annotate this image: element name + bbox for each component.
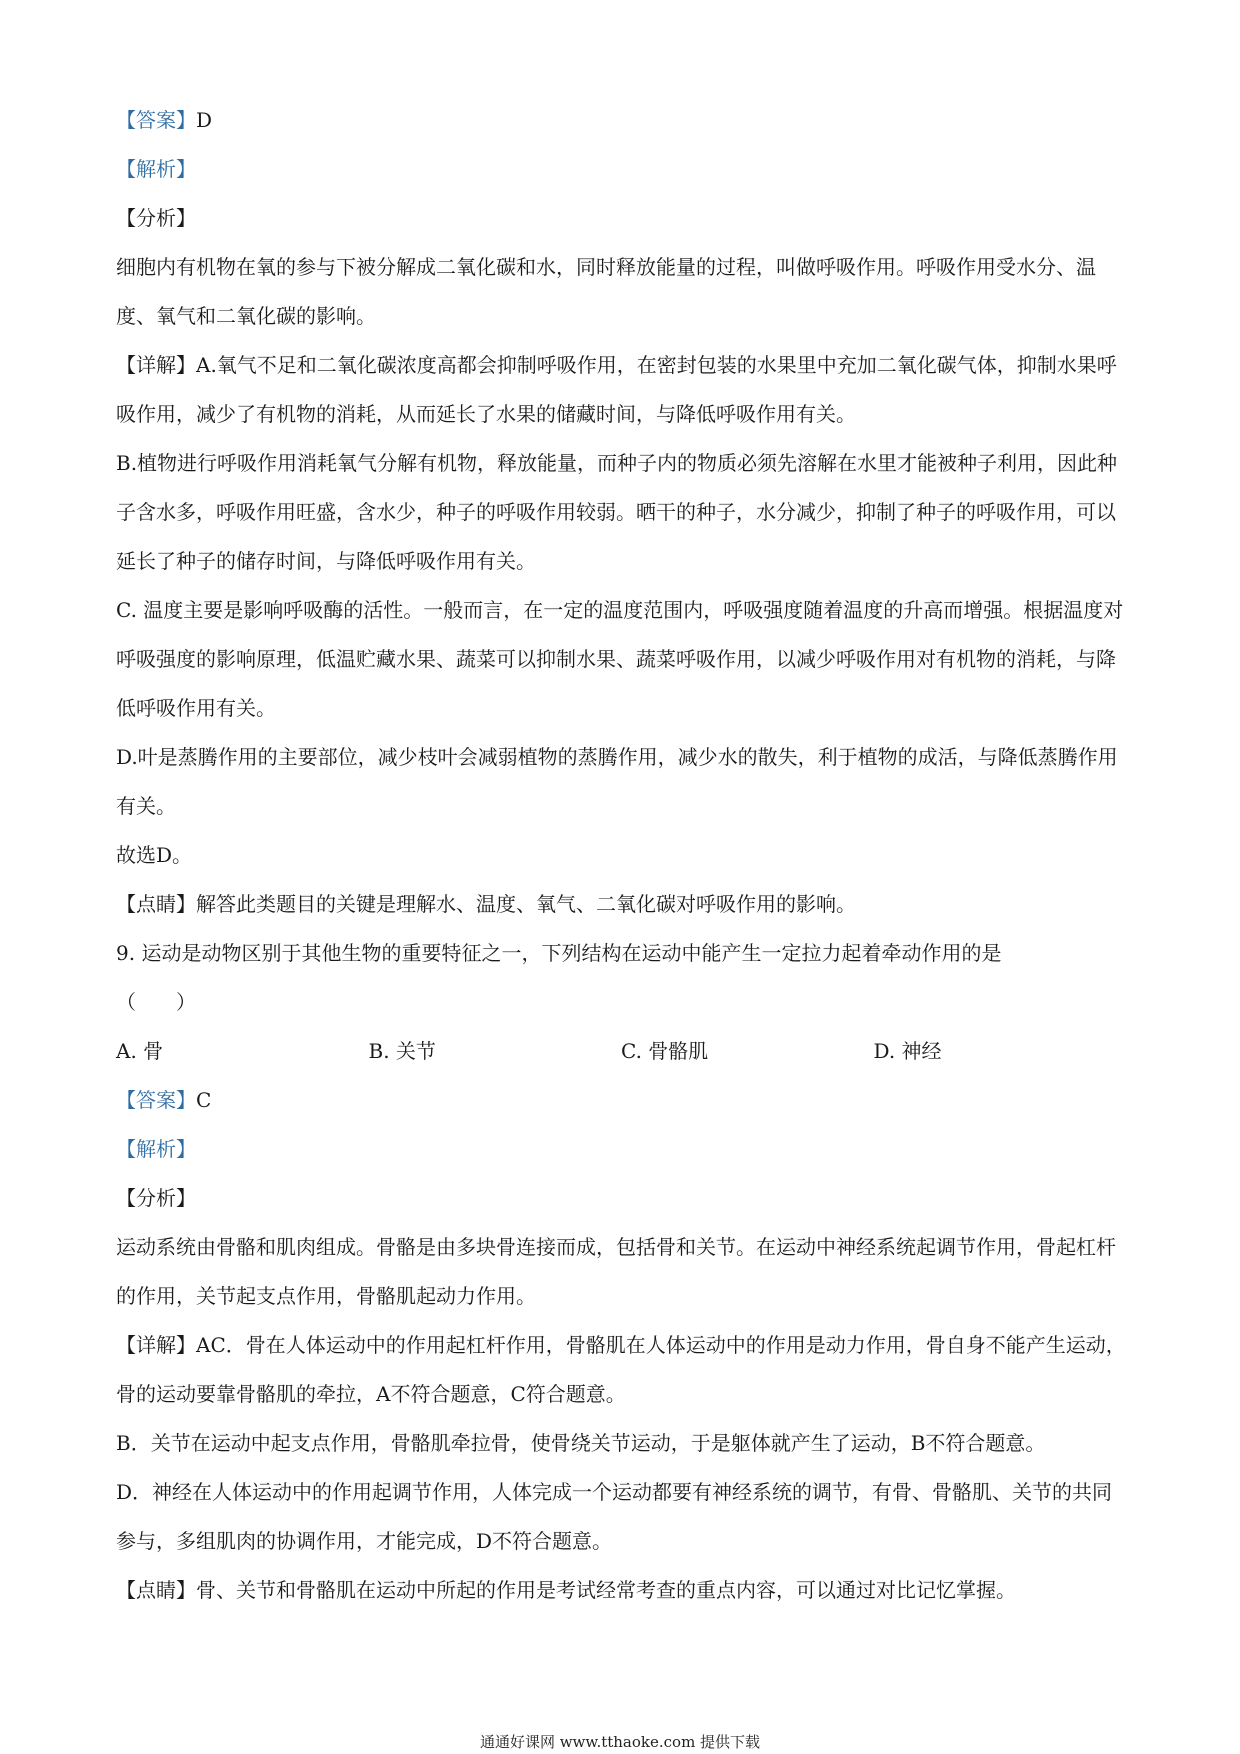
detail-ac-para xyxy=(116,1321,1126,1419)
fenxi-text-2: 运动系统由骨骼和肌肉组成。骨骼是由多块骨连接而成，包括骨和关节。在运动中神经系统起调节作用，骨起杠杆的作用，关节起支点作用，骨骼肌起动力作用。 xyxy=(116,1235,1116,1308)
answer-line-2 xyxy=(116,1076,1126,1125)
content-area xyxy=(116,96,1126,1615)
dianjing-label: 【点睛】 xyxy=(116,1578,196,1602)
conclusion-line: 故选D。 xyxy=(116,843,193,867)
option-d: D. 神经 xyxy=(873,1039,942,1063)
fenxi-heading-2: 【分析】 xyxy=(116,1186,196,1210)
footer-watermark: 通通好课网 www.tthaoke.com 提供下载 xyxy=(479,1733,761,1751)
dianjing-label: 【点睛】 xyxy=(116,892,196,916)
detail-a-para xyxy=(116,341,1126,439)
dianjing-para-2 xyxy=(116,1566,1126,1615)
xiangjie-label: 【详解】 xyxy=(116,1333,196,1357)
fenxi-text-1: 细胞内有机物在氧的参与下被分解成二氧化碳和水，同时释放能量的过程，叫做呼吸作用。呼吸作用受水分、温度、氧气和二氧化碳的影响。 xyxy=(116,255,1096,328)
answer-line-1 xyxy=(116,96,1126,145)
question-9-bracket: （ ） xyxy=(116,990,196,1014)
detail-ac-text: AC．骨在人体运动中的作用起杠杆作用，骨骼肌在人体运动中的作用是动力作用，骨自身不能产生运动，骨的运动要靠骨骼肌的牵拉，A不符合题意，C符合题意。 xyxy=(116,1333,1126,1406)
detail-d-para: D.叶是蒸腾作用的主要部位，减少枝叶会减弱植物的蒸腾作用，减少水的散失，利于植物的成活，与降低蒸腾作用有关。 xyxy=(116,745,1118,818)
option-c: C. 骨骼肌 xyxy=(621,1039,709,1063)
detail-b2-para: B．关节在运动中起支点作用，骨骼肌牵拉骨，使骨绕关节运动，于是躯体就产生了运动，B不符合题意。 xyxy=(116,1431,1046,1455)
option-a: A. 骨 xyxy=(116,1039,164,1063)
question-9-stem: 9. 运动是动物区别于其他生物的重要特征之一，下列结构在运动中能产生一定拉力起着牵动作用的是 xyxy=(116,941,1002,965)
answer-label: 【答案】 xyxy=(116,1088,196,1112)
detail-d2-para: D．神经在人体运动中的作用起调节作用，人体完成一个运动都要有神经系统的调节，有骨、骨骼肌、关节的共同参与，多组肌肉的协调作用，才能完成，D不符合题意。 xyxy=(116,1480,1113,1553)
jiexi-heading-1: 【解析】 xyxy=(116,157,196,181)
answer-value: D xyxy=(196,108,213,132)
dianjing-para-1 xyxy=(116,880,1126,929)
dianjing-text: 骨、关节和骨骼肌在运动中所起的作用是考试经常考查的重点内容，可以通过对比记忆掌握。 xyxy=(196,1578,1016,1602)
dianjing-text: 解答此类题目的关键是理解水、温度、氧气、二氧化碳对呼吸作用的影响。 xyxy=(196,892,856,916)
xiangjie-label: 【详解】 xyxy=(116,353,196,377)
jiexi-heading-2: 【解析】 xyxy=(116,1137,196,1161)
detail-b-para: B.植物进行呼吸作用消耗氧气分解有机物，释放能量，而种子内的物质必须先溶解在水里才能被种子利用，因此种子含水多，呼吸作用旺盛，含水少，种子的呼吸作用较弱。晒干的种子，水分减少，抑制了种子的呼吸作用，可以延长了种子的储存时间，与降低呼吸作用有关。 xyxy=(116,451,1118,573)
option-b: B. 关节 xyxy=(368,1039,436,1063)
answer-label: 【答案】 xyxy=(116,108,196,132)
answer-value: C xyxy=(196,1088,212,1112)
detail-c-para: C. 温度主要是影响呼吸酶的活性。一般而言，在一定的温度范围内，呼吸强度随着温度的升高而增强。根据温度对呼吸强度的影响原理，低温贮藏水果、蔬菜可以抑制水果、蔬菜呼吸作用，以减少呼吸作用对有机物的消耗，与降低呼吸作用有关。 xyxy=(116,598,1124,720)
detail-a-text: A.氧气不足和二氧化碳浓度高都会抑制呼吸作用，在密封包装的水果里中充加二氧化碳气体，抑制水果呼吸作用，减少了有机物的消耗，从而延长了水果的储藏时间，与降低呼吸作用有关。 xyxy=(116,353,1117,426)
fenxi-heading-1: 【分析】 xyxy=(116,206,196,230)
question-9-options xyxy=(116,1027,1126,1076)
